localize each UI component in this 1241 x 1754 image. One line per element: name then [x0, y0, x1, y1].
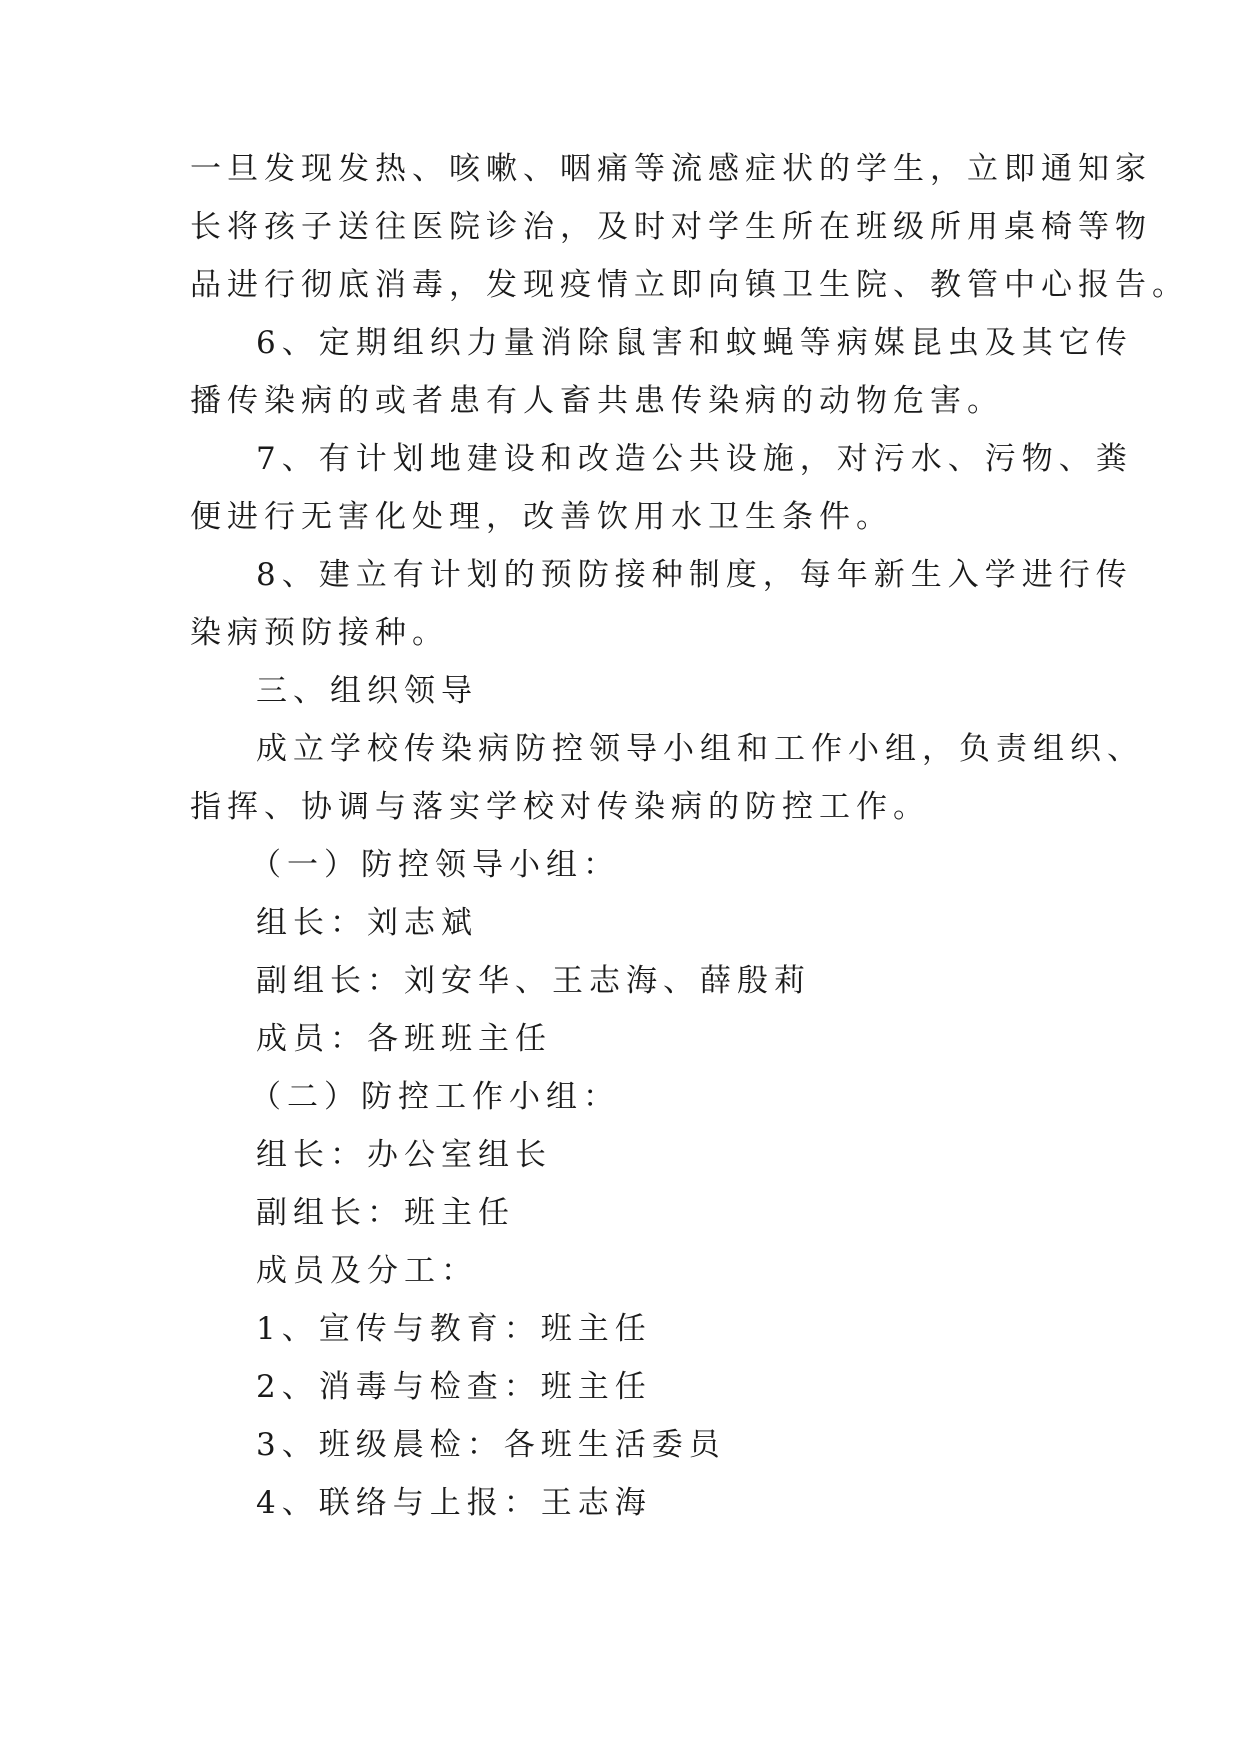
- text-line: 成员：各班班主任: [256, 1021, 552, 1057]
- text-line: 成员及分工：: [256, 1253, 478, 1289]
- text-line: 成立学校传染病防控领导小组和工作小组，负责组织、: [256, 731, 1144, 767]
- text-line: 指挥、协调与落实学校对传染病的防控工作。: [190, 789, 930, 825]
- text-line: 便进行无害化处理，改善饮用水卫生条件。: [190, 499, 893, 535]
- text-line: 播传染病的或者患有人畜共患传染病的动物危害。: [190, 383, 1004, 419]
- subsection-heading: （一）防控领导小组：: [250, 847, 620, 883]
- section-heading: 三、组织领导: [256, 673, 478, 709]
- text-line: 8、建立有计划的预防接种制度，每年新生入学进行传: [256, 557, 1133, 593]
- text-line: 品进行彻底消毒，发现疫情立即向镇卫生院、教管中心报告。: [190, 267, 1189, 303]
- text-line: 7、有计划地建设和改造公共设施，对污水、污物、粪: [256, 441, 1133, 477]
- text-line: 一旦发现发热、咳嗽、咽痛等流感症状的学生，立即通知家: [190, 151, 1152, 187]
- text-line: 组长：办公室组长: [256, 1137, 552, 1173]
- text-line: 组长：刘志斌: [256, 905, 478, 941]
- list-item: 4、联络与上报：王志海: [256, 1485, 652, 1521]
- text-line: 长将孩子送往医院诊治，及时对学生所在班级所用桌椅等物: [190, 209, 1152, 245]
- list-item: 2、消毒与检查：班主任: [256, 1369, 652, 1405]
- list-item: 1、宣传与教育：班主任: [256, 1311, 652, 1347]
- subsection-heading: （二）防控工作小组：: [250, 1079, 620, 1115]
- list-item: 3、班级晨检：各班生活委员: [256, 1427, 726, 1463]
- text-line: 染病预防接种。: [190, 615, 449, 651]
- text-line: 6、定期组织力量消除鼠害和蚊蝇等病媒昆虫及其它传: [256, 325, 1133, 361]
- text-line: 副组长：班主任: [256, 1195, 515, 1231]
- text-line: 副组长：刘安华、王志海、薛殷莉: [256, 963, 811, 999]
